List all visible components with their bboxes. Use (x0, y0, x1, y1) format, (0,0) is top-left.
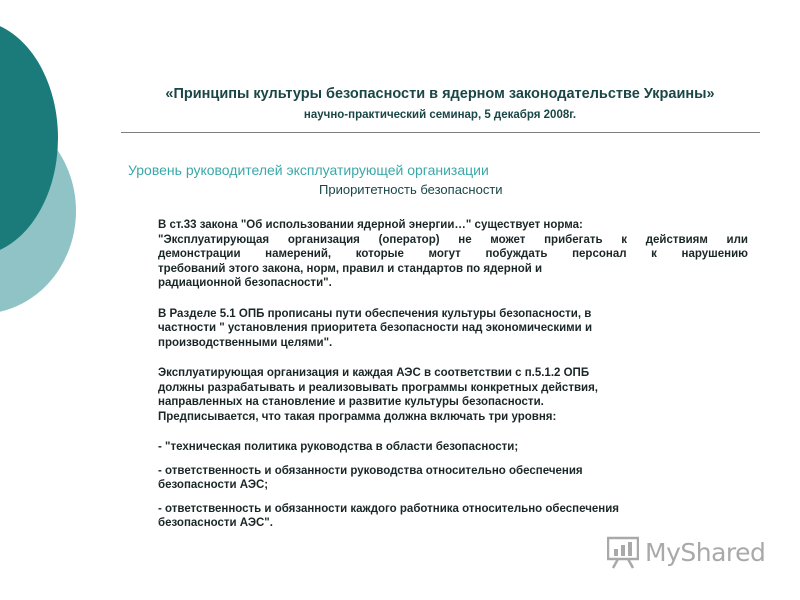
text-line: "Эксплуатирующая организация (оператор) не может прибегать к действиям или (158, 233, 748, 246)
text-line: демонстрации намерений, которые могут побуждать персонал к нарушению (158, 248, 748, 260)
section-subheading: Приоритетность безопасности (319, 182, 503, 197)
slide-body (158, 218, 748, 540)
slide-subtitle: научно-практический семинар, 5 декабря 2008г. (303, 109, 577, 121)
text-line: должны разрабатывать и реализовывать программы конкретных действия, (158, 381, 598, 394)
slide-header (120, 86, 760, 121)
text-line: радиационной безопасности". (158, 277, 332, 289)
header-divider (121, 132, 760, 133)
watermark-text: MyShared (645, 537, 766, 567)
text-line: частности " установления приоритета безопасности над экономическими и (158, 322, 593, 334)
text-line: В Разделе 5.1 ОПБ прописаны пути обеспечения культуры безопасности, в (158, 307, 592, 320)
text-line: безопасности АЭС; (158, 479, 269, 491)
slide-title: «Принципы культуры безопасности в ядерном законодательстве Украины» (165, 86, 715, 102)
section-heading: Уровень руководителей эксплуатирующей организации (128, 162, 489, 178)
text-line: В ст.33 закона "Об использовании ядерной энергии…" существует норма: (158, 219, 583, 231)
paragraph-opb-section (158, 307, 748, 351)
list-item (158, 502, 748, 531)
paragraph-programs (158, 366, 748, 424)
text-line: - ответственность и обязанности каждого работника относительно обеспечения (158, 502, 619, 515)
text-line: - "техническая политика руководства в области безопасности; (158, 441, 519, 453)
text-line: производственными целями". (158, 336, 333, 349)
watermark (607, 535, 765, 569)
paragraph-law-article (158, 218, 748, 291)
text-line: безопасности АЭС". (158, 517, 273, 529)
text-line: Эксплуатирующая организация и каждая АЭС в соответствии с п.5.1.2 ОПБ (158, 367, 590, 379)
text-line: направленных на становление и развитие культуры безопасности. (158, 396, 544, 408)
list-item (158, 440, 748, 455)
text-line: - ответственность и обязанности руководства относительно обеспечения (158, 464, 583, 477)
list-item (158, 464, 748, 493)
text-line: требований этого закона, норм, правил и стандартов по ядерной и (158, 262, 543, 275)
text-line: Предписывается, что такая программа должна включать три уровня: (158, 410, 557, 423)
chart-board-icon (607, 535, 639, 569)
